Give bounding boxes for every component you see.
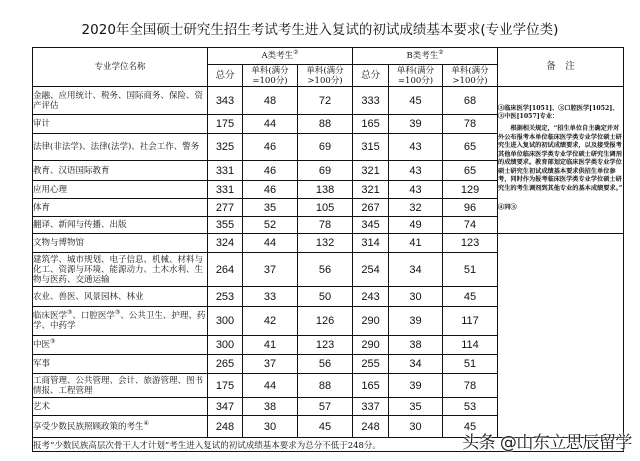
score-a-100: 41 [243, 336, 298, 355]
degree-name: 审计 [33, 115, 208, 134]
score-b-gt100: 78 [443, 115, 498, 134]
degree-name: 翻译、新闻与传播、出版 [33, 217, 208, 234]
score-b-100: 39 [389, 115, 443, 134]
score-b-100: 49 [389, 217, 443, 234]
score-b-100: 30 [389, 287, 443, 307]
score-a-100: 46 [243, 181, 298, 199]
header-b-single-gt100: 单科(满分>100分) [443, 65, 498, 87]
degree-name: 文物与博物馆 [33, 234, 208, 253]
score-a-total: 331 [208, 161, 243, 181]
score-b-gt100: 45 [443, 287, 498, 307]
score-b-gt100: 96 [443, 199, 498, 217]
header-group-b: B类考生② [353, 48, 498, 65]
score-a-100: 33 [243, 287, 298, 307]
score-a-total: 343 [208, 87, 243, 115]
score-a-100: 30 [243, 416, 298, 438]
score-b-100: 39 [389, 374, 443, 398]
score-b-total: 165 [353, 374, 389, 398]
notes-empty-cell [498, 234, 624, 438]
table-row [33, 87, 624, 115]
degree-name: 中医③ [33, 336, 208, 355]
score-b-total: 337 [353, 398, 389, 416]
table-row [33, 234, 624, 253]
score-a-total: 324 [208, 234, 243, 253]
score-a-100: 37 [243, 253, 298, 287]
score-b-gt100: 129 [443, 181, 498, 199]
degree-name: 应用心理 [33, 181, 208, 199]
score-a-100: 44 [243, 234, 298, 253]
header-b-total: 总分 [353, 65, 389, 87]
score-b-gt100: 65 [443, 161, 498, 181]
degree-name: 享受少数民族照顾政策的考生④ [33, 416, 208, 438]
footer-note: 报考“少数民族高层次骨干人才计划”考生进入复试的初试成绩基本要求为总分不低于248分。 [33, 438, 624, 452]
score-b-gt100: 78 [443, 374, 498, 398]
watermark: 头条 @山东立思辰留学 [462, 433, 632, 453]
score-a-total: 277 [208, 199, 243, 217]
score-a-100: 52 [243, 217, 298, 234]
degree-name: 农业、兽医、风景园林、林业 [33, 287, 208, 307]
score-b-gt100: 123 [443, 234, 498, 253]
score-b-gt100: 74 [443, 217, 498, 234]
degree-name: 艺术 [33, 398, 208, 416]
score-b-total: 290 [353, 336, 389, 355]
score-a-total: 175 [208, 374, 243, 398]
score-a-total: 253 [208, 287, 243, 307]
score-b-total: 321 [353, 161, 389, 181]
score-a-total: 248 [208, 416, 243, 438]
score-b-total: 254 [353, 253, 389, 287]
score-a-gt100: 88 [298, 115, 353, 134]
score-a-gt100: 56 [298, 253, 353, 287]
degree-name: 工商管理、公共管理、会计、旅游管理、图书情报、工程管理 [33, 374, 208, 398]
score-b-total: 267 [353, 199, 389, 217]
score-a-total: 175 [208, 115, 243, 134]
header-a-single-100: 单科(满分=100分) [243, 65, 298, 87]
score-a-100: 42 [243, 307, 298, 336]
degree-name: 教育、汉语国际教育 [33, 161, 208, 181]
score-b-100: 43 [389, 134, 443, 161]
score-a-gt100: 88 [298, 374, 353, 398]
score-a-gt100: 69 [298, 134, 353, 161]
score-b-total: 315 [353, 134, 389, 161]
score-a-gt100: 72 [298, 87, 353, 115]
score-b-gt100: 51 [443, 355, 498, 374]
header-a-total: 总分 [208, 65, 243, 87]
score-a-total: 331 [208, 181, 243, 199]
score-a-100: 44 [243, 374, 298, 398]
degree-name: 法律(非法学)、法律(法学)、社会工作、警务 [33, 134, 208, 161]
score-b-gt100: 53 [443, 398, 498, 416]
score-b-gt100: 117 [443, 307, 498, 336]
score-b-100: 32 [389, 199, 443, 217]
score-b-100: 43 [389, 181, 443, 199]
score-a-gt100: 57 [298, 398, 353, 416]
score-a-gt100: 56 [298, 355, 353, 374]
score-b-gt100: 45 [443, 416, 498, 438]
header-a-single-gt100: 单科(满分>100分) [298, 65, 353, 87]
score-b-100: 43 [389, 161, 443, 181]
score-b-gt100: 114 [443, 336, 498, 355]
score-a-total: 347 [208, 398, 243, 416]
score-a-100: 35 [243, 199, 298, 217]
degree-name: 军事 [33, 355, 208, 374]
score-b-total: 243 [353, 287, 389, 307]
header-degree-name: 专业学位名称 [33, 48, 208, 87]
score-b-total: 248 [353, 416, 389, 438]
score-a-100: 46 [243, 134, 298, 161]
score-a-100: 44 [243, 115, 298, 134]
score-b-gt100: 65 [443, 134, 498, 161]
score-a-gt100: 138 [298, 181, 353, 199]
header-notes: 备 注 [498, 48, 624, 87]
score-b-100: 34 [389, 253, 443, 287]
score-b-gt100: 51 [443, 253, 498, 287]
page-title: 2020年全国硕士研究生招生考试考生进入复试的初试成绩基本要求(专业学位类) [81, 22, 559, 38]
score-b-total: 255 [353, 355, 389, 374]
score-a-gt100: 126 [298, 307, 353, 336]
score-b-total: 290 [353, 307, 389, 336]
score-b-gt100: 68 [443, 87, 498, 115]
score-a-total: 300 [208, 336, 243, 355]
score-b-total: 345 [353, 217, 389, 234]
score-b-100: 35 [389, 398, 443, 416]
score-b-100: 38 [389, 336, 443, 355]
score-b-100: 34 [389, 355, 443, 374]
score-b-100: 45 [389, 87, 443, 115]
score-b-100: 41 [389, 234, 443, 253]
score-a-total: 265 [208, 355, 243, 374]
notes-line: ③临床医学[1051]、③口腔医学[1052]、③中医[1057]专业： [498, 104, 619, 121]
header-b-single-100: 单科(满分=100分) [389, 65, 443, 87]
score-a-total: 355 [208, 217, 243, 234]
score-a-gt100: 132 [298, 234, 353, 253]
degree-name: 体育 [33, 199, 208, 217]
score-b-100: 39 [389, 307, 443, 336]
score-b-total: 333 [353, 87, 389, 115]
score-a-gt100: 105 [298, 199, 353, 217]
score-requirements-table [32, 47, 624, 452]
score-a-total: 325 [208, 134, 243, 161]
score-a-total: 300 [208, 307, 243, 336]
notes-line: 根据相关规定，“招生单位自主确定并对外公布报考本单位临床医学类专业学位硕士研究生进入复试的初试成绩要求，以及接受报考其他单位临床医学类专业学位硕士研究生调剂的成绩要求。教育部划定临床医学类专业学位硕士研究生初试成绩基本要求供招生单位参考，同时作为报考临床医学类专业学位硕士研究生的考生调剂到其他专业的基本成绩要求。” [498, 124, 623, 193]
score-a-gt100: 123 [298, 336, 353, 355]
score-a-gt100: 69 [298, 161, 353, 181]
score-b-total: 314 [353, 234, 389, 253]
degree-name: 建筑学、城市规划、电子信息、机械、材料与化工、资源与环境、能源动力、土木水利、生物与医药、交通运输 [33, 253, 208, 287]
score-a-100: 48 [243, 87, 298, 115]
degree-name: 临床医学③、口腔医学③、公共卫生、护理、药学、中药学 [33, 307, 208, 336]
degree-name: 金融、应用统计、税务、国际商务、保险、资产评估 [33, 87, 208, 115]
score-a-gt100: 78 [298, 217, 353, 234]
score-a-100: 37 [243, 355, 298, 374]
score-a-100: 46 [243, 161, 298, 181]
notes-cell [498, 87, 624, 234]
score-a-gt100: 45 [298, 416, 353, 438]
score-b-100: 30 [389, 416, 443, 438]
score-a-100: 38 [243, 398, 298, 416]
notes-line: ④同③ [498, 203, 517, 211]
score-b-total: 321 [353, 181, 389, 199]
header-group-a: A类考生② [208, 48, 353, 65]
score-a-gt100: 50 [298, 287, 353, 307]
score-a-total: 264 [208, 253, 243, 287]
score-b-total: 165 [353, 115, 389, 134]
